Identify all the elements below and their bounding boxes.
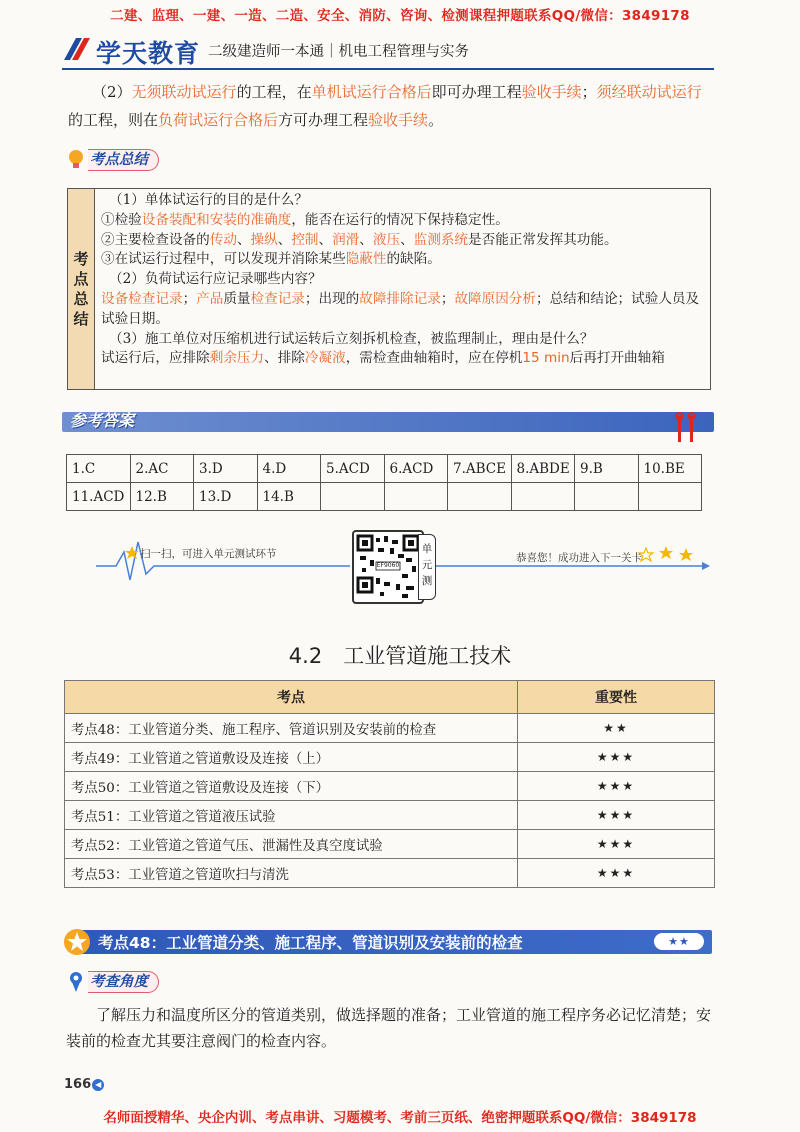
page-header [58,34,758,66]
keypoints-table [64,680,715,888]
logo-text: 学天教育 [96,39,201,68]
importance-stars: ★★★ [518,772,715,801]
keypoint-48-importance: ★★ [654,933,704,950]
qr-code-label: EF9060 [376,562,400,569]
importance-stars: ★★★ [518,830,715,859]
answer-cell: 14.B [257,483,321,511]
intro-paragraph: （2）无须联动试运行的工程，在单机试运行合格后即可办理工程验收手续；须经联动试运行的工程，则在负荷试运行合格后方可办理工程验收手续。 [68,83,702,129]
table-row: 考点49：工业管道之管道敷设及连接（上） ★★★ [65,743,715,772]
answer-cell: 7.ABCE [448,455,512,483]
summary-answer-2: 设备检查记录；产品质量检查记录；出现的故障排除记录；故障原因分析；总结和结论；试验人员及试验日期。 [101,290,700,327]
header-subtitle: 二级建造师一本通｜机电工程管理与实务 [208,44,469,60]
angle-paragraph: 了解压力和温度所区分的管道类别，做选择题的准备；工业管道的施工程序务必记忆清楚；安装前的检查尤其要注意阀门的检查内容。 [66,1006,712,1050]
pin-icon [66,970,86,994]
unit-test-scan-row [96,528,712,604]
answers-title-bar [62,410,714,434]
importance-stars: ★★ [518,714,715,743]
answer-cell: 4.D [257,455,321,483]
keypoint-48-title: 考点48：工业管道分类、施工程序、管道识别及安装前的检查 [98,934,523,952]
keypoint-48-banner [62,928,712,956]
summary-tag [66,148,196,172]
angle-tag-label: 考查角度 [88,971,159,993]
scan-congrats: 恭喜您！成功进入下一关卡 [516,552,642,564]
answer-cell [638,483,702,511]
page-number: 166 ◀ [64,1077,104,1092]
lightbulb-icon [66,148,86,172]
answer-cell: 10.BE [638,455,702,483]
table-row [67,455,702,483]
answer-cell: 2.AC [130,455,194,483]
column-header-keypoint: 考点 [65,681,518,714]
summary-answer-1-1: ①检验设备装配和安装的准确度，能否在运行的情况下保持稳定性。 [101,211,509,228]
section-title: 4.2 工业管道施工技术 [288,644,512,668]
answer-cell: 9.B [575,455,639,483]
table-row: 考点52：工业管道之管道气压、泄漏性及真空度试验 ★★★ [65,830,715,859]
answer-cell [384,483,448,511]
answer-cell: 12.B [130,483,194,511]
top-contact-banner: 二建、监理、一建、一造、二造、安全、消防、咨询、检测课程押题联系QQ/微信：3849178 [110,8,690,24]
importance-stars: ★★★ [518,859,715,888]
table-row: 考点48：工业管道分类、施工程序、管道识别及安装前的检查 ★★ [65,714,715,743]
summary-answer-1-2: ②主要检查设备的传动、操纵、控制、润滑、液压、监测系统是否能正常发挥其功能。 [101,231,618,248]
table-row: 考点50：工业管道之管道敷设及连接（下） ★★★ [65,772,715,801]
scan-instruction: 扫一扫，可进入单元测试环节 [140,548,277,560]
star-icon [62,928,92,956]
answer-cell: 1.C [67,455,131,483]
summary-answer-3: 试运行后，应排除剩余压力、排除冷凝液，需检查曲轴箱时，应在停机15 min后再打开曲轴箱 [101,350,665,367]
logo-icon [62,36,92,62]
summary-tag-label: 考点总结 [88,149,159,171]
summary-question-1: （1）单体试运行的目的是什么？ [109,192,308,208]
answers-table [66,454,702,511]
answer-cell: 3.D [194,455,258,483]
column-header-importance: 重要性 [518,681,715,714]
importance-stars: ★★★ [518,743,715,772]
answer-cell: 11.ACD [67,483,131,511]
answer-cell: 5.ACD [321,455,385,483]
answer-cell: 8.ABDE [511,455,575,483]
answer-cell [511,483,575,511]
summary-question-2: （2）负荷试运行应记录哪些内容？ [109,271,322,288]
summary-question-3: （3）施工单位对压缩机进行试运转后立刻拆机检查，被监理制止，理由是什么？ [109,330,594,347]
table-row [67,483,702,511]
table-row: 考点51：工业管道之管道液压试验 ★★★ [65,801,715,830]
answer-cell [448,483,512,511]
unit-test-tab[interactable]: 单 元 测 [418,534,436,600]
importance-stars: ★★★ [518,801,715,830]
table-header-row [65,681,715,714]
summary-box [67,188,711,390]
answers-title: 参考答案 [70,411,135,430]
bottom-contact-banner: 名师面授精华、央企内训、考点串讲、习题模考、考前三页纸、绝密押题联系QQ/微信：3849178 [103,1110,697,1126]
answer-cell: 13.D [194,483,258,511]
summary-body [95,189,710,389]
angle-tag [66,970,196,994]
answer-cell [321,483,385,511]
qr-code[interactable] [352,530,424,604]
summary-answer-1-3: ③在试运行过程中，可以发现并消除某些隐蔽性的缺陷。 [101,251,441,268]
header-rule [62,68,714,70]
chevron-left-icon: ◀ [92,1079,104,1091]
answer-cell: 6.ACD [384,455,448,483]
binder-clip-icon [674,410,698,444]
summary-side-label: 考 点 总 结 [68,189,95,389]
table-row: 考点53：工业管道之管道吹扫与清洗 ★★★ [65,859,715,888]
answer-cell [575,483,639,511]
